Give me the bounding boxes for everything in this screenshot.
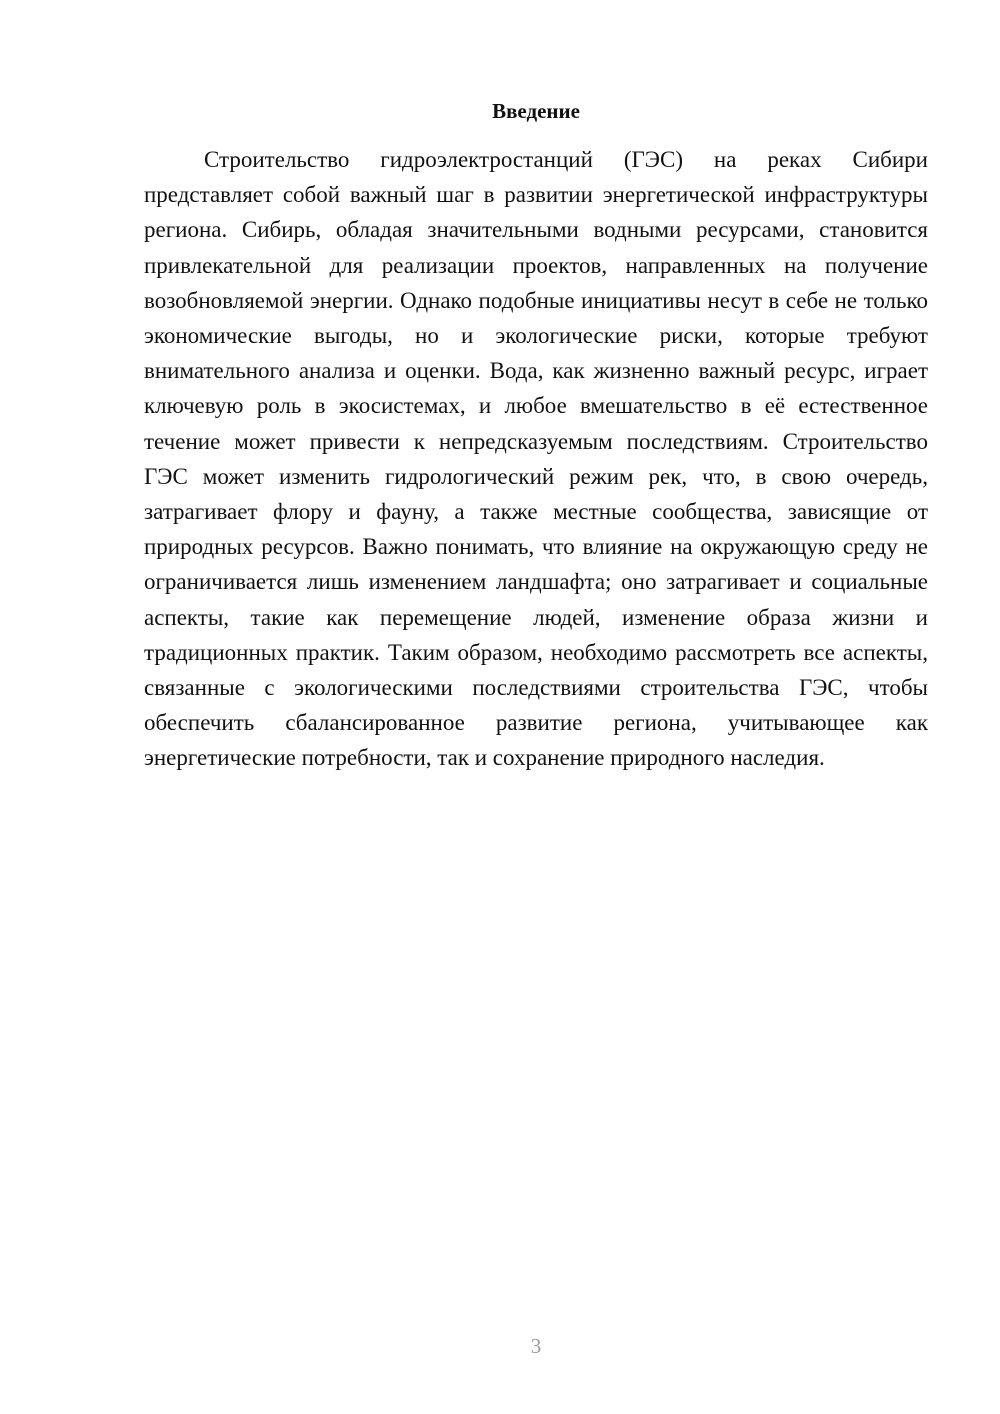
section-heading: Введение [492, 99, 580, 123]
body-paragraph: Строительство гидроэлектростанций (ГЭС) на реках Сибири представляет собой важный шаг в развитии энергетической инфраструктуры региона. Сибирь, обладая значительными водными ресурсами, становится привлекательной для реализации проектов, направленных на получение возобновляемой энергии. Однако подобные инициативы несут в себе не только экономические выгоды, но и экологические риски, которые требуют внимательного анализа и оценки. Вода, как жизненно важный ресурс, играет ключевую роль в экосистемах, и любое вмешательство в её естественное течение может привести к непредсказуемым последствиям. Строительство ГЭС может изменить гидрологический режим рек, что, в свою очередь, затрагивает флору и фауну, а также местные сообщества, зависящие от природных ресурсов. Важно понимать, что влияние на окружающую среду не ограничивается лишь изменением ландшафта; оно затрагивает и социальные аспекты, такие как перемещение людей, изменение образа жизни и традиционных практик. Таким образом, необходимо рассмотреть все аспекты, связанные с экологическими последствиями строительства ГЭС, чтобы обеспечить сбалансированное развитие региона, учитывающее как энергетические потребности, так и сохранение природного наследия. [144, 147, 928, 771]
page-number: 3 [530, 1334, 542, 1358]
